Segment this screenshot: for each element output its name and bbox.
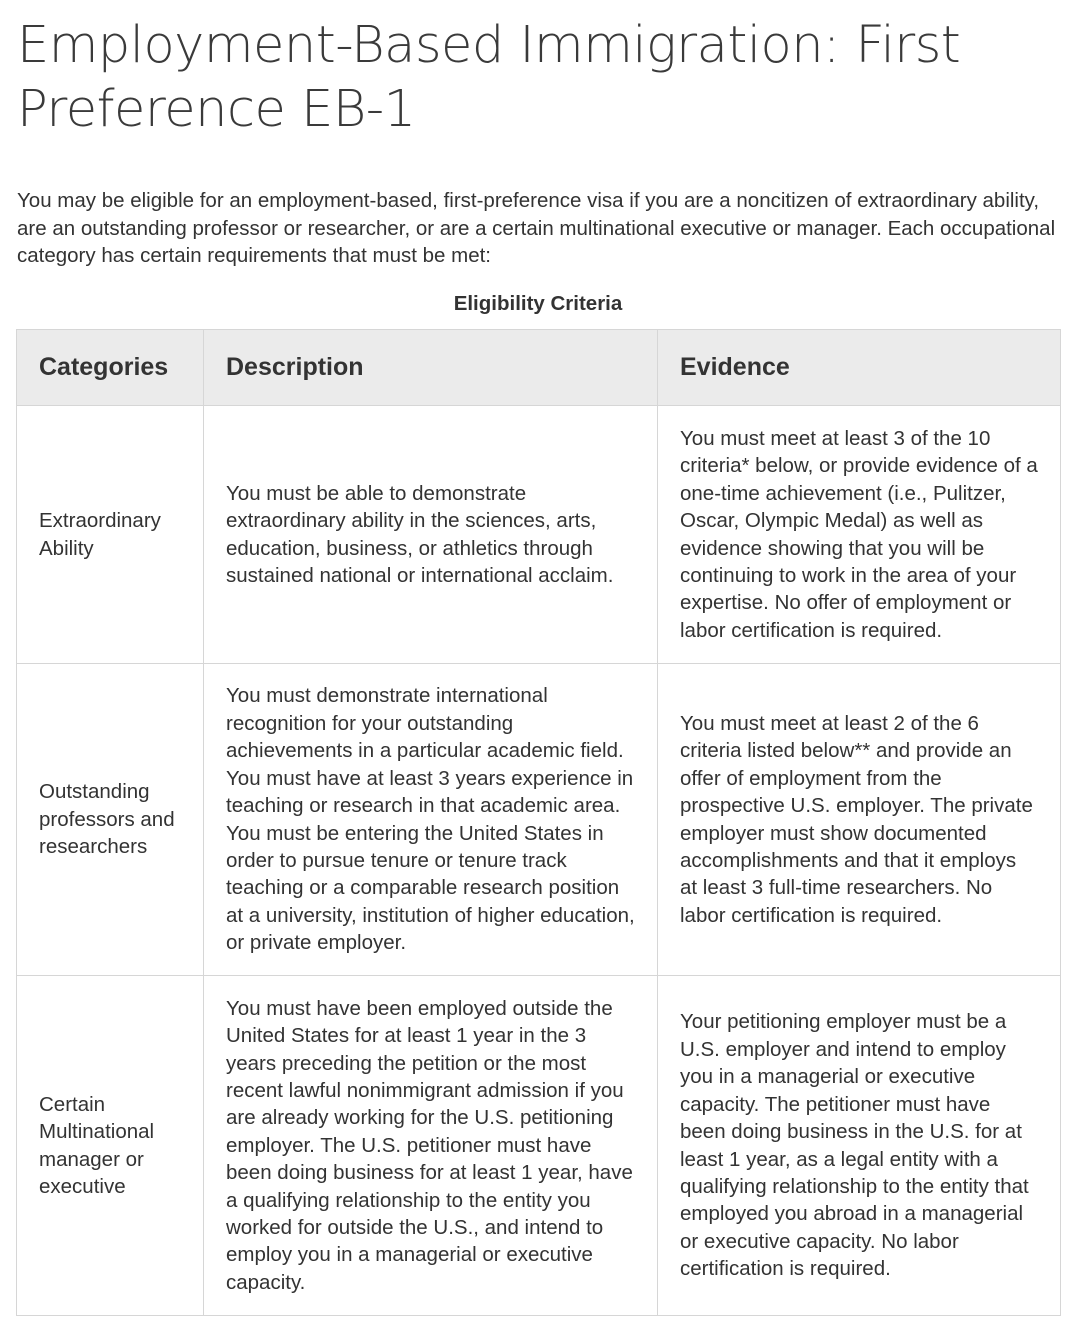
header-categories: Categories [17, 330, 204, 406]
evidence-cell: Your petitioning employer must be a U.S. employer and intend to employ you in a managerial or executive capacity. The petitioner must have been doing business in the U.S. for at least 1 year, as a legal entity with a qualifying relationship to the entity that employed you abroad in a managerial or executive capacity. No labor certification is required. [658, 976, 1061, 1316]
table-caption: Eligibility Criteria [453, 292, 623, 315]
header-description: Description [204, 330, 658, 406]
description-cell: You must be able to demonstrate extraordinary ability in the sciences, arts, education, business, or athletics through sustained national or international acclaim. [204, 406, 658, 664]
category-cell: Certain Multinational manager or executive [17, 976, 204, 1316]
category-cell: Extraordinary Ability [17, 406, 204, 664]
description-cell: You must have been employed outside the United States for at least 1 year in the 3 years preceding the petition or the most recent lawful nonimmigrant admission if you are already working for the U.S. petitioning employer. The U.S. petitioner must have been doing business for at least 1 year, have a qualifying relationship to the entity you worked for outside the U.S., and intend to employ you in a managerial or executive capacity. [204, 976, 658, 1316]
description-cell: You must demonstrate international recognition for your outstanding achievements in a particular academic field. You must have at least 3 years experience in teaching or research in that academic area. You must be entering the United States in order to pursue tenure or tenure track teaching or a comparable research position at a university, institution of higher education, or private employer. [204, 664, 658, 976]
table-body [17, 406, 1061, 1316]
table-header [17, 330, 1061, 406]
category-cell: Outstanding professors and researchers [17, 664, 204, 976]
page-title: Employment-Based Immigration: First Preference EB-1 [17, 16, 961, 139]
evidence-cell: You must meet at least 2 of the 6 criteria listed below** and provide an offer of employment from the prospective U.S. employer. The private employer must show documented accomplishments and that it employs at least 3 full-time researchers. No labor certification is required. [658, 664, 1061, 976]
table-row [17, 406, 1061, 664]
table-row [17, 664, 1061, 976]
evidence-cell: You must meet at least 3 of the 10 criteria* below, or provide evidence of a one-time achievement (i.e., Pulitzer, Oscar, Olympic Medal) as well as evidence showing that you will be continuing to work in the area of your expertise. No offer of employment or labor certification is required. [658, 406, 1061, 664]
eligibility-criteria-table [16, 329, 1061, 1316]
header-evidence: Evidence [658, 330, 1061, 406]
table-row [17, 976, 1061, 1316]
intro-paragraph: You may be eligible for an employment-based, first-preference visa if you are a noncitizen of extraordinary ability, are an outstanding professor or researcher, or are a certain multinational executive or manager. Each occupational category has certain requirements that must be met: [17, 189, 1056, 267]
header-row [17, 330, 1061, 406]
